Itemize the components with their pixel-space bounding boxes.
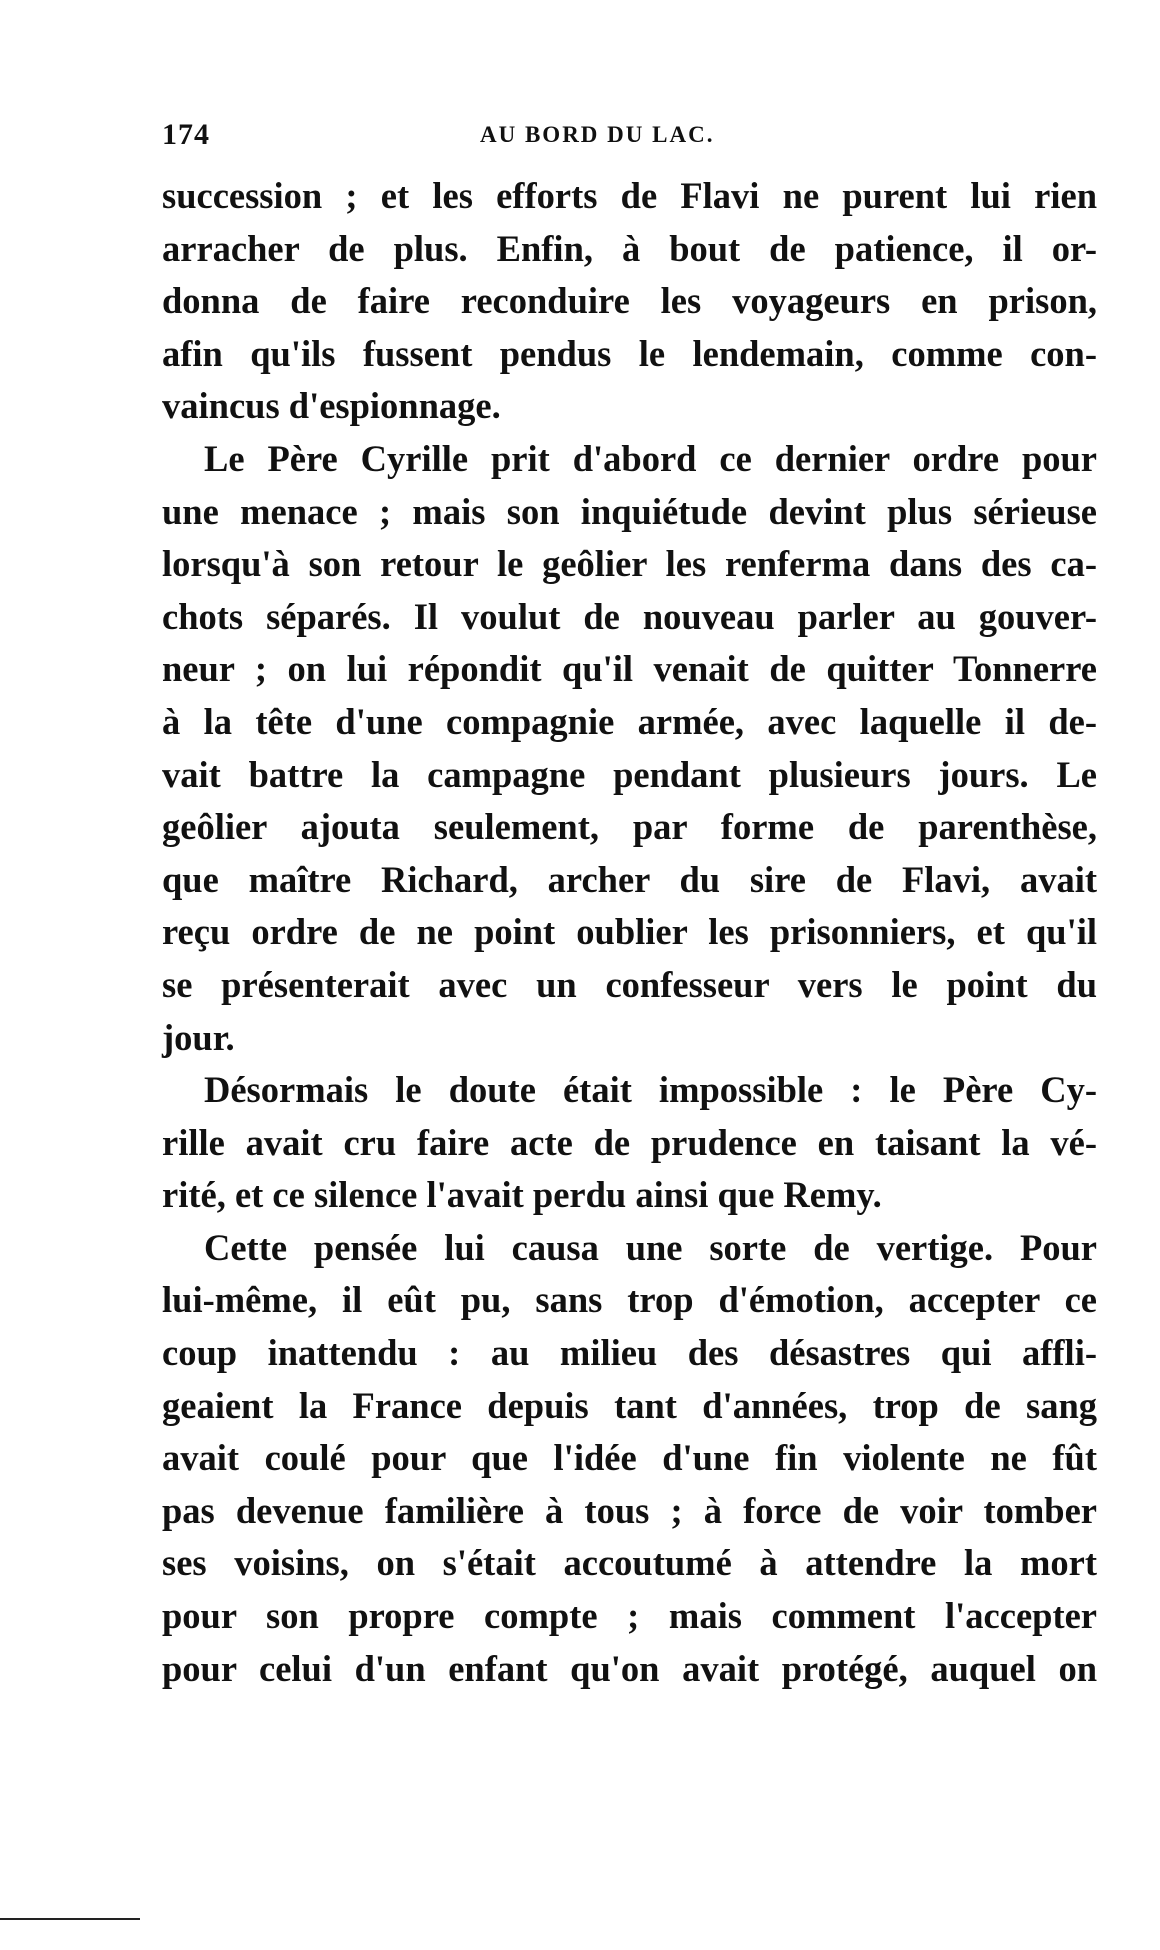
text-line: une menace ; mais son inquiétude devint plus sérieuse — [162, 490, 1097, 532]
running-head: AU BORD DU LAC. — [480, 122, 715, 147]
paragraph-first-line: Le Père Cyrille prit d'abord ce dernier ordre pour — [204, 437, 1097, 479]
text-line: lorsqu'à son retour le geôlier les renferma dans des ca- — [162, 543, 1097, 585]
paragraph-first-line: Désormais le doute était impossible : le Père Cy- — [204, 1069, 1097, 1111]
text-line: pour son propre compte ; mais comment l'accepter — [162, 1595, 1097, 1637]
text-line: arracher de plus. Enfin, à bout de patience, il or- — [162, 227, 1097, 269]
text-line: à la tête d'une compagnie armée, avec laquelle il de- — [162, 700, 1097, 742]
text-line: geôlier ajouta seulement, par forme de parenthèse, — [162, 806, 1097, 848]
text-line: reçu ordre de ne point oublier les prisonniers, et qu'il — [162, 911, 1097, 953]
text-line: avait coulé pour que l'idée d'une fin violente ne fût — [162, 1437, 1097, 1479]
text-line: ses voisins, on s'était accoutumé à attendre la mort — [162, 1542, 1097, 1584]
text-line: rille avait cru faire acte de prudence en taisant la vé- — [162, 1121, 1097, 1163]
text-line: jour. — [162, 1016, 235, 1058]
text-line: se présenterait avec un confesseur vers le point du — [162, 963, 1097, 1005]
body-text — [162, 170, 1097, 1695]
text-line: rité, et ce silence l'avait perdu ainsi que Remy. — [162, 1174, 882, 1216]
text-line: geaient la France depuis tant d'années, trop de sang — [162, 1384, 1097, 1426]
page-header — [162, 118, 1097, 158]
text-line: vait battre la campagne pendant plusieurs jours. Le — [162, 753, 1097, 795]
text-line: lui-même, il eût pu, sans trop d'émotion, accepter ce — [162, 1279, 1097, 1321]
text-line: vaincus d'espionnage. — [162, 385, 501, 427]
text-line: coup inattendu : au milieu des désastres qui affli- — [162, 1332, 1097, 1374]
text-line: donna de faire reconduire les voyageurs en prison, — [162, 280, 1097, 322]
text-line: que maître Richard, archer du sire de Flavi, avait — [162, 858, 1097, 900]
text-line: neur ; on lui répondit qu'il venait de quitter Tonnerre — [162, 648, 1097, 690]
text-line: chots séparés. Il voulut de nouveau parler au gouver- — [162, 595, 1097, 637]
paragraph-first-line: Cette pensée lui causa une sorte de vertige. Pour — [204, 1226, 1097, 1268]
text-line: afin qu'ils fussent pendus le lendemain, comme con- — [162, 332, 1097, 374]
text-line: pour celui d'un enfant qu'on avait protégé, auquel on — [162, 1647, 1097, 1689]
text-line: pas devenue familière à tous ; à force de voir tomber — [162, 1489, 1097, 1531]
text-line: succession ; et les efforts de Flavi ne purent lui rien — [162, 175, 1097, 216]
bottom-rule — [0, 1918, 140, 1920]
page-number: 174 — [162, 118, 210, 151]
